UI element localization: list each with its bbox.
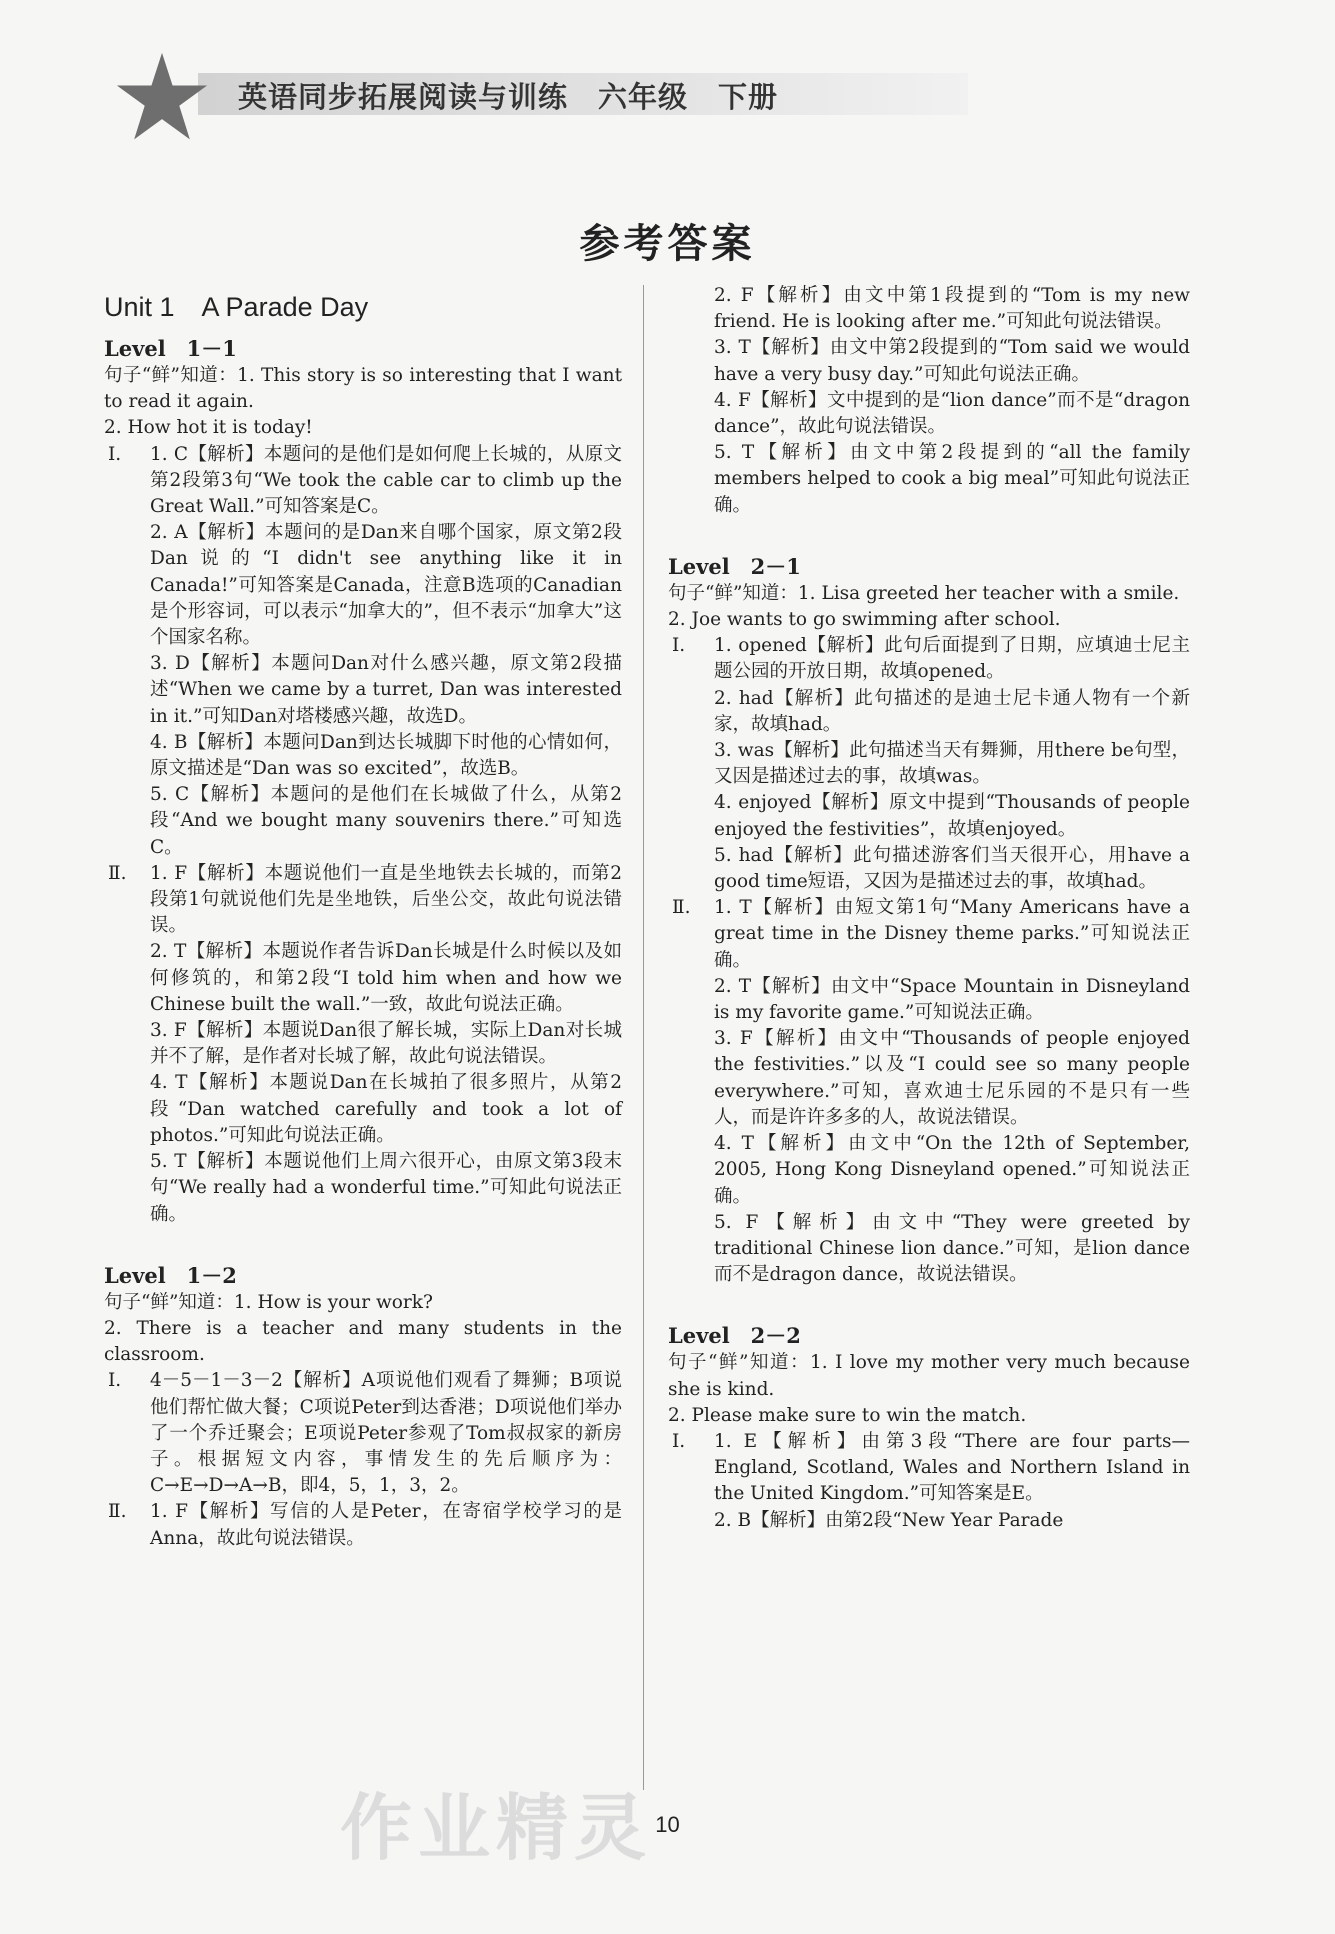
sentence-answer: 句子“鲜”知道：1. This story is so interesting that I want to read it again. bbox=[104, 365, 622, 413]
answer-text: 1. F【解析】本题说他们一直是坐地铁去长城的，而第2段第1句就说他们先是坐地铁，后坐公交，故此句说法错误。 bbox=[150, 862, 622, 937]
answer-item: 4. B【解析】本题问Dan到达长城脚下时他的心情如何，原文描述是“Dan was so excited”，故选B。 bbox=[150, 731, 622, 780]
level-heading: Level 2－1 bbox=[668, 553, 801, 579]
answer-item: 5. C【解析】本题问的是他们在长城做了什么，从第2段“And we bought many souvenirs there.”可知选C。 bbox=[150, 784, 622, 858]
answer-item: 5. T【解析】由文中第2段提到的“all the family members helped to cook a big meal”可知此句说法正确。 bbox=[714, 442, 1190, 516]
right-column bbox=[668, 283, 1190, 1534]
answer-text: 1. T【解析】由短文第1句“Many Americans have a great time in the Disney theme parks.”可知说法正确。 bbox=[714, 897, 1190, 971]
answer-item: 3. F【解析】由文中“Thousands of people enjoyed the festivities.”以及“I could see so many people everywhere.”可知，喜欢迪士尼乐园的不是只有一些人，而是许许多多的人，故说法错误。 bbox=[714, 1028, 1190, 1128]
sentence-answer: 句子“鲜”知道：1. Lisa greeted her teacher with a smile. bbox=[668, 582, 1180, 604]
answer-item: 2. T【解析】本题说作者告诉Dan长城是什么时候以及如何修筑的，和第2段“I told him when and how we Chinese built the wall.”一致，故此句说法正确。 bbox=[150, 941, 622, 1015]
answer-item: 2. had【解析】此句描述的是迪士尼卡通人物有一个新家，故填had。 bbox=[714, 687, 1190, 735]
section-numeral: Ⅱ. bbox=[108, 1501, 127, 1523]
column-divider bbox=[643, 285, 644, 1790]
sentence-answer: 2. There is a teacher and many students in the classroom. bbox=[104, 1317, 622, 1366]
sentence-answer: 句子“鲜”知道：1. I love my mother very much because she is kind. bbox=[668, 1352, 1190, 1400]
sentence-answer: 2. Please make sure to win the match. bbox=[668, 1404, 1027, 1426]
sentence-answer: 2. Joe wants to go swimming after school. bbox=[668, 609, 1061, 631]
section-numeral: Ⅰ. bbox=[108, 443, 122, 465]
answer-text: 1. E【解析】由第3段“There are four parts—England, Scotland, Wales and Northern Island in the United Kingdom.”可知答案是E。 bbox=[714, 1430, 1190, 1505]
answer-item bbox=[668, 633, 1190, 685]
answer-item bbox=[104, 1499, 622, 1551]
section-numeral: Ⅱ. bbox=[108, 862, 127, 884]
answer-item bbox=[104, 861, 622, 940]
answer-text: 1. opened【解析】此句后面提到了日期，应填迪士尼主题公园的开放日期，故填opened。 bbox=[714, 635, 1190, 683]
answer-item bbox=[668, 895, 1190, 974]
answer-item: 4. T【解析】本题说Dan在长城拍了很多照片，从第2段“Dan watched carefully and took a lot of photos.”可知此句说法正确。 bbox=[150, 1072, 622, 1146]
page-number: 10 bbox=[655, 1812, 680, 1837]
section-numeral: Ⅰ. bbox=[108, 1370, 122, 1392]
section-numeral: Ⅰ. bbox=[672, 1430, 686, 1452]
answer-item: 5. had【解析】此句描述游客们当天很开心，用have a good time短语，又因为是描述过去的事，故填had。 bbox=[714, 844, 1190, 893]
header-title: 英语同步拓展阅读与训练 六年级 下册 bbox=[238, 80, 779, 114]
level-heading: Level 1－2 bbox=[104, 1262, 237, 1288]
answer-item: 4. enjoyed【解析】原文中提到“Thousands of people enjoyed the festivities”，故填enjoyed。 bbox=[714, 792, 1190, 840]
answer-item: 4. T【解析】由文中“On the 12th of September, 2005, Hong Kong Disneyland opened.”可知说法正确。 bbox=[714, 1133, 1190, 1207]
answer-item: 5. F【解析】由文中“They were greeted by traditional Chinese lion dance.”可知，是lion dance而不是dragon dance，故说法错误。 bbox=[714, 1211, 1190, 1286]
answer-item: 5. T【解析】本题说他们上周六很开心，由原文第3段末句“We really had a wonderful time.”可知此句说法正确。 bbox=[150, 1151, 622, 1225]
left-column bbox=[104, 283, 622, 1552]
answer-item: 2. B【解析】由第2段“New Year Parade bbox=[714, 1509, 1064, 1531]
answer-text: 1. C【解析】本题问的是他们是如何爬上长城的，从原文第2段第3句“We took the cable car to climb up the Great Wall.”可知答案是C。 bbox=[150, 443, 622, 518]
answer-item bbox=[668, 1429, 1190, 1508]
level-heading: Level 1－1 bbox=[104, 336, 237, 361]
answer-item: 3. F【解析】本题说Dan很了解长城，实际上Dan对长城并不了解，是作者对长城了解，故此句说法错误。 bbox=[150, 1020, 622, 1068]
watermark: 作业精灵 bbox=[340, 1786, 653, 1870]
answer-item: 4. F【解析】文中提到的是“lion dance”而不是“dragon dance”，故此句说法错误。 bbox=[714, 389, 1190, 438]
page-title: 参考答案 bbox=[579, 221, 756, 267]
answer-item: 2. A【解析】本题问的是Dan来自哪个国家，原文第2段Dan说的“I didn't see anything like it in Canada!”可知答案是Canada，注意B选项的Canadian是个形容词，可以表示“加拿大的”，但不表示“加拿大”这个国家名称。 bbox=[150, 522, 622, 649]
answer-item bbox=[104, 442, 622, 521]
answer-text: 4－5－1－3－2【解析】A项说他们观看了舞狮；B项说他们帮忙做大餐；C项说Peter到达香港；D项说他们举办了一个乔迁聚会；E项说Peter参观了Tom叔叔家的新房子。根据短文内容，事情发生的先后顺序为：C→E→D→A→B，即4，5，1，3，2。 bbox=[150, 1370, 622, 1497]
level-heading: Level 2－2 bbox=[668, 1323, 801, 1349]
answer-item: 3. D【解析】本题问Dan对什么感兴趣，原文第2段描述“When we came by a turret, Dan was interested in it.”可知Dan对塔楼感兴趣，故选D。 bbox=[150, 653, 622, 727]
book-header bbox=[118, 55, 858, 127]
section-numeral: Ⅰ. bbox=[672, 635, 686, 657]
answer-item: 2. T【解析】由文中“Space Mountain in Disneyland is my favorite game.”可知说法正确。 bbox=[714, 975, 1190, 1024]
answer-item: 3. T【解析】由文中第2段提到的“Tom said we would have a very busy day.”可知此句说法正确。 bbox=[714, 337, 1190, 385]
answer-item bbox=[104, 1368, 622, 1499]
star-icon bbox=[114, 51, 210, 147]
answer-item: 3. was【解析】此句描述当天有舞狮，用there be句型，又因是描述过去的事，故填was。 bbox=[714, 740, 1190, 788]
sentence-answer: 2. How hot it is today! bbox=[104, 417, 313, 439]
section-numeral: Ⅱ. bbox=[672, 897, 691, 919]
unit-title: Unit 1 A Parade Day bbox=[104, 292, 369, 322]
answer-item: 2. F【解析】由文中第1段提到的“Tom is my new friend. He is looking after me.”可知此句说法错误。 bbox=[714, 285, 1190, 333]
sentence-answer: 句子“鲜”知道：1. How is your work? bbox=[104, 1291, 433, 1313]
answer-text: 1. F【解析】写信的人是Peter，在寄宿学校学习的是Anna，故此句说法错误。 bbox=[150, 1501, 622, 1549]
